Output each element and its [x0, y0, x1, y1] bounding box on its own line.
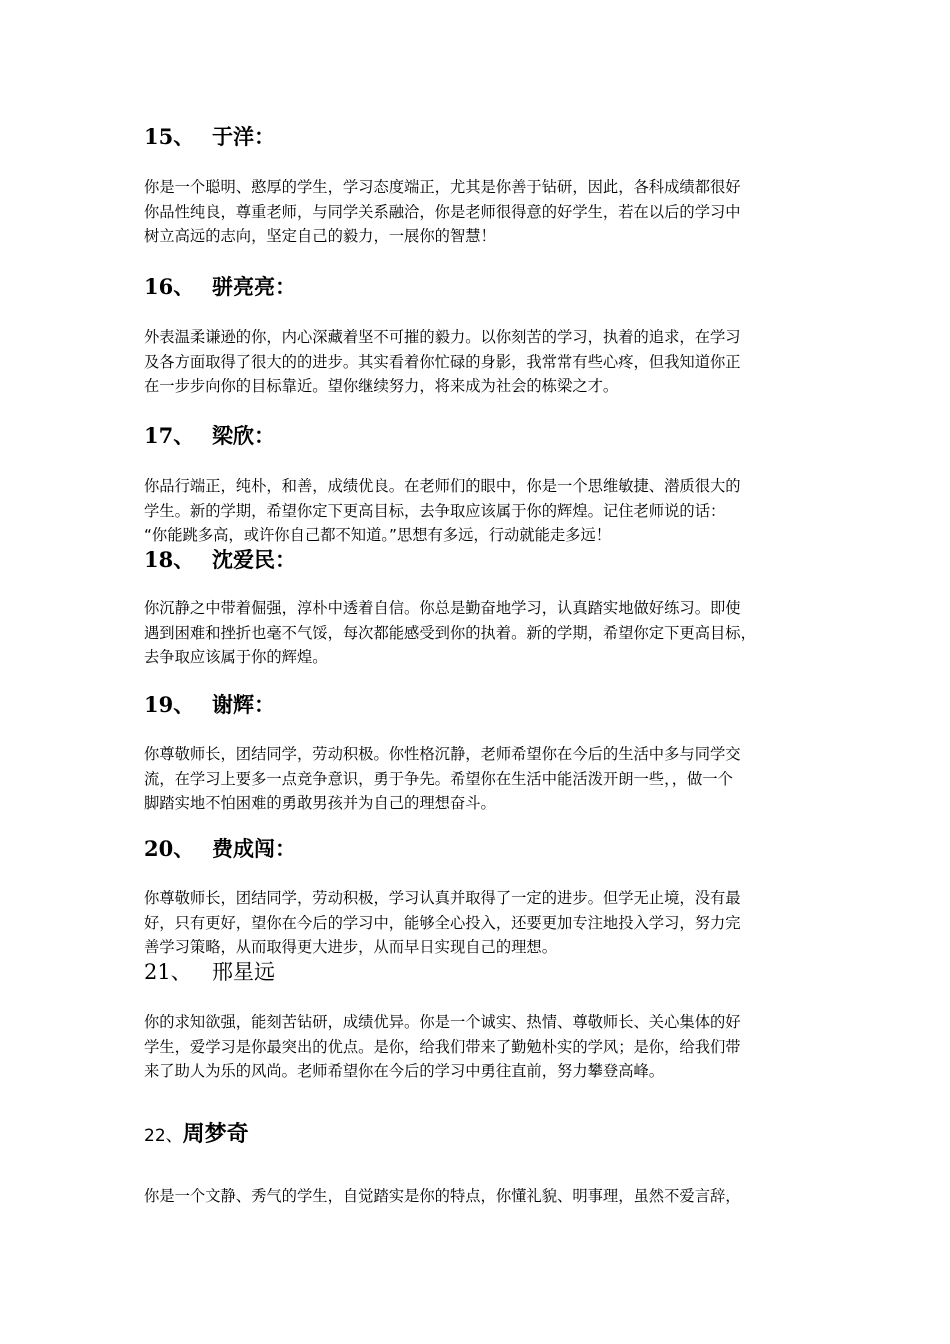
comment-line: 好，只有更好，望你在今后的学习中，能够全心投入，还要更加专注地投入学习，努力完	[144, 913, 741, 932]
comment-line: 你是一个聪明、憨厚的学生，学习态度端正，尤其是你善于钻研，因此，各科成绩都很好	[144, 178, 741, 196]
comment-line: 来了助人为乐的风尚。老师希望你在今后的学习中勇往直前，努力攀登高峰。	[144, 1062, 665, 1081]
entry-comment-17	[144, 474, 824, 548]
entry-comment-15	[144, 175, 824, 249]
entry-heading-18	[144, 546, 296, 574]
entry-number: 15、	[144, 124, 195, 149]
comment-line: 去争取应该属于你的辉煌。	[144, 648, 328, 667]
comment-line: 你尊敬师长，团结同学，劳动积极。你性格沉静，老师希望你在今后的生活中多与同学交	[144, 745, 741, 763]
comment-line: 流，在学习上要多一点竞争意识，勇于争先。希望你在生活中能活泼开朗一些，，做一个	[144, 769, 733, 788]
comment-line: 脚踏实地不怕困难的勇敢男孩并为自己的理想奋斗。	[144, 794, 496, 813]
student-name: 沈爱民：	[212, 547, 296, 572]
comment-line: 你是一个文静、秀气的学生，自觉踏实是你的特点，你懂礼貌、明事理，虽然不爱言辞，	[144, 1187, 741, 1205]
entry-heading-21	[144, 958, 275, 986]
entry-number: 21、	[144, 960, 192, 984]
comment-line: 你尊敬师长，团结同学，劳动积极，学习认真并取得了一定的进步。但学无止境，没有最	[144, 889, 741, 907]
student-name: 邢星远	[212, 960, 275, 984]
comment-line: 善学习策略，从而取得更大进步，从而早日实现自己的理想。	[144, 938, 558, 957]
entry-heading-19	[144, 691, 275, 719]
comment-line: 外表温柔谦逊的你，内心深藏着坚不可摧的毅力。以你刻苦的学习，执着的追求，在学习	[144, 328, 741, 346]
entry-number: 16、	[144, 274, 195, 299]
entry-comment-19	[144, 742, 824, 816]
entry-heading-15	[144, 123, 275, 151]
comment-line: 你品性纯良，尊重老师，与同学关系融洽，你是老师很得意的好学生，若在以后的学习中	[144, 202, 741, 221]
comment-line: 树立高远的志向，坚定自己的毅力，一展你的智慧！	[144, 227, 496, 246]
entry-comment-16	[144, 325, 824, 399]
entry-heading-20	[144, 835, 296, 863]
entry-heading-16	[144, 273, 296, 301]
entry-comment-21	[144, 1010, 824, 1084]
entry-comment-22	[144, 1184, 824, 1209]
student-name: 周梦奇	[182, 1122, 249, 1147]
comment-line: 在一步步向你的目标靠近。望你继续努力，将来成为社会的栋梁之才。	[144, 377, 619, 396]
entry-number: 22、	[144, 1126, 183, 1146]
comment-line: 你品行端正，纯朴，和善，成绩优良。在老师们的眼中，你是一个思维敏捷、潜质很大的	[144, 477, 741, 495]
entry-heading-17	[144, 422, 275, 450]
student-name: 谢辉：	[212, 692, 275, 717]
comment-line: 遇到困难和挫折也毫不气馁，每次都能感受到你的执着。新的学期，希望你定下更高目标，	[144, 623, 756, 642]
entry-comment-20	[144, 886, 824, 960]
comment-line: “你能跳多高，或许你自己都不知道。”思想有多远，行动就能走多远！	[144, 526, 612, 545]
comment-line: 及各方面取得了很大的的进步。其实看着你忙碌的身影，我常常有些心疼，但我知道你正	[144, 352, 741, 371]
entry-number: 19、	[144, 692, 195, 717]
entry-number: 20、	[144, 836, 195, 861]
entry-comment-18	[144, 596, 824, 670]
student-name: 梁欣：	[212, 423, 275, 448]
comment-line: 学生，爱学习是你最突出的优点。是你，给我们带来了勤勉朴实的学风；是你，给我们带	[144, 1037, 741, 1056]
entry-number: 18、	[144, 547, 195, 572]
student-name: 骈亮亮：	[212, 274, 296, 299]
entry-number: 17、	[144, 423, 195, 448]
comment-line: 你的求知欲强，能刻苦钻研，成绩优异。你是一个诚实、热情、尊敬师长、关心集体的好	[144, 1013, 741, 1031]
comment-line: 你沉静之中带着倔强，淳朴中透着自信。你总是勤奋地学习，认真踏实地做好练习。即使	[144, 599, 741, 617]
entry-heading-22	[144, 1120, 249, 1150]
student-name: 于洋：	[212, 124, 275, 149]
comment-line: 学生。新的学期，希望你定下更高目标，去争取应该属于你的辉煌。记住老师说的话：	[144, 501, 726, 520]
student-name: 费成闯：	[212, 836, 296, 861]
